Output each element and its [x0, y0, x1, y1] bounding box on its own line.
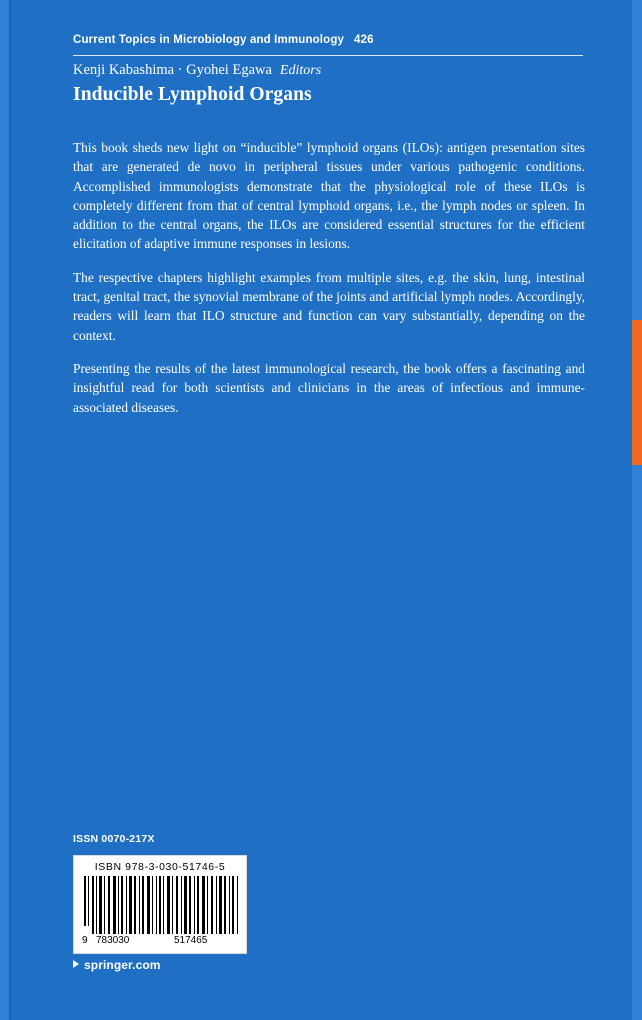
barcode-digits: 9 783030 517465: [82, 935, 208, 946]
barcode: [73, 855, 247, 954]
triangle-icon: [73, 960, 79, 968]
page-title: Inducible Lymphoid Organs: [73, 84, 312, 105]
issn-text: ISSN 0070-217X: [73, 833, 155, 845]
blurb-paragraph: The respective chapters highlight examples from multiple sites, e.g. the skin, lung, intestinal tract, genital tract, the synovial membrane of the joints and artificial lymph nodes. Accordingly, readers will learn that ILO structure and function can vary substantially, depending on the context.: [73, 269, 585, 343]
blurb-paragraph: This book sheds new light on “inducible” lymphoid organs (ILOs): antigen presentation sites that are generated de novo in peripheral tissues under various pathogenic conditions. Accomplished immunologists demonstrate that the physiological role of these ILOs is completely different from that of central lymphoid organs, i.e., the lymph nodes or spleen. In addition to the central organs, the ILOs are considered essential structures for the efficient elicitation of adaptive immune responses in lesions.: [73, 140, 585, 252]
series-title: Current Topics in Microbiology and Immunology: [73, 34, 345, 46]
spine-strip: [0, 0, 9, 1020]
right-edge-strip: [632, 0, 642, 1020]
publisher-link[interactable]: [73, 958, 161, 972]
header-divider: [73, 55, 583, 56]
editors-names: Kenji Kabashima · Gyohei Egawa: [73, 62, 272, 78]
spine-strip-edge: [9, 0, 11, 1020]
publisher-label: springer.com: [84, 958, 161, 972]
editors-label: Editors: [279, 63, 322, 78]
orange-accent-block: [632, 320, 642, 465]
blurb-text: [73, 138, 585, 417]
series-line: [73, 34, 374, 46]
series-number: 426: [354, 34, 374, 46]
blurb-paragraph: Presenting the results of the latest immunological research, the book offers a fascinating and insightful read for both scientists and clinicians in the areas of infectious and immune-associated diseases.: [73, 360, 585, 415]
editors-line: [73, 62, 321, 79]
barcode-bars: [82, 876, 238, 934]
isbn-text: ISBN 978-3-030-51746-5: [94, 861, 226, 873]
